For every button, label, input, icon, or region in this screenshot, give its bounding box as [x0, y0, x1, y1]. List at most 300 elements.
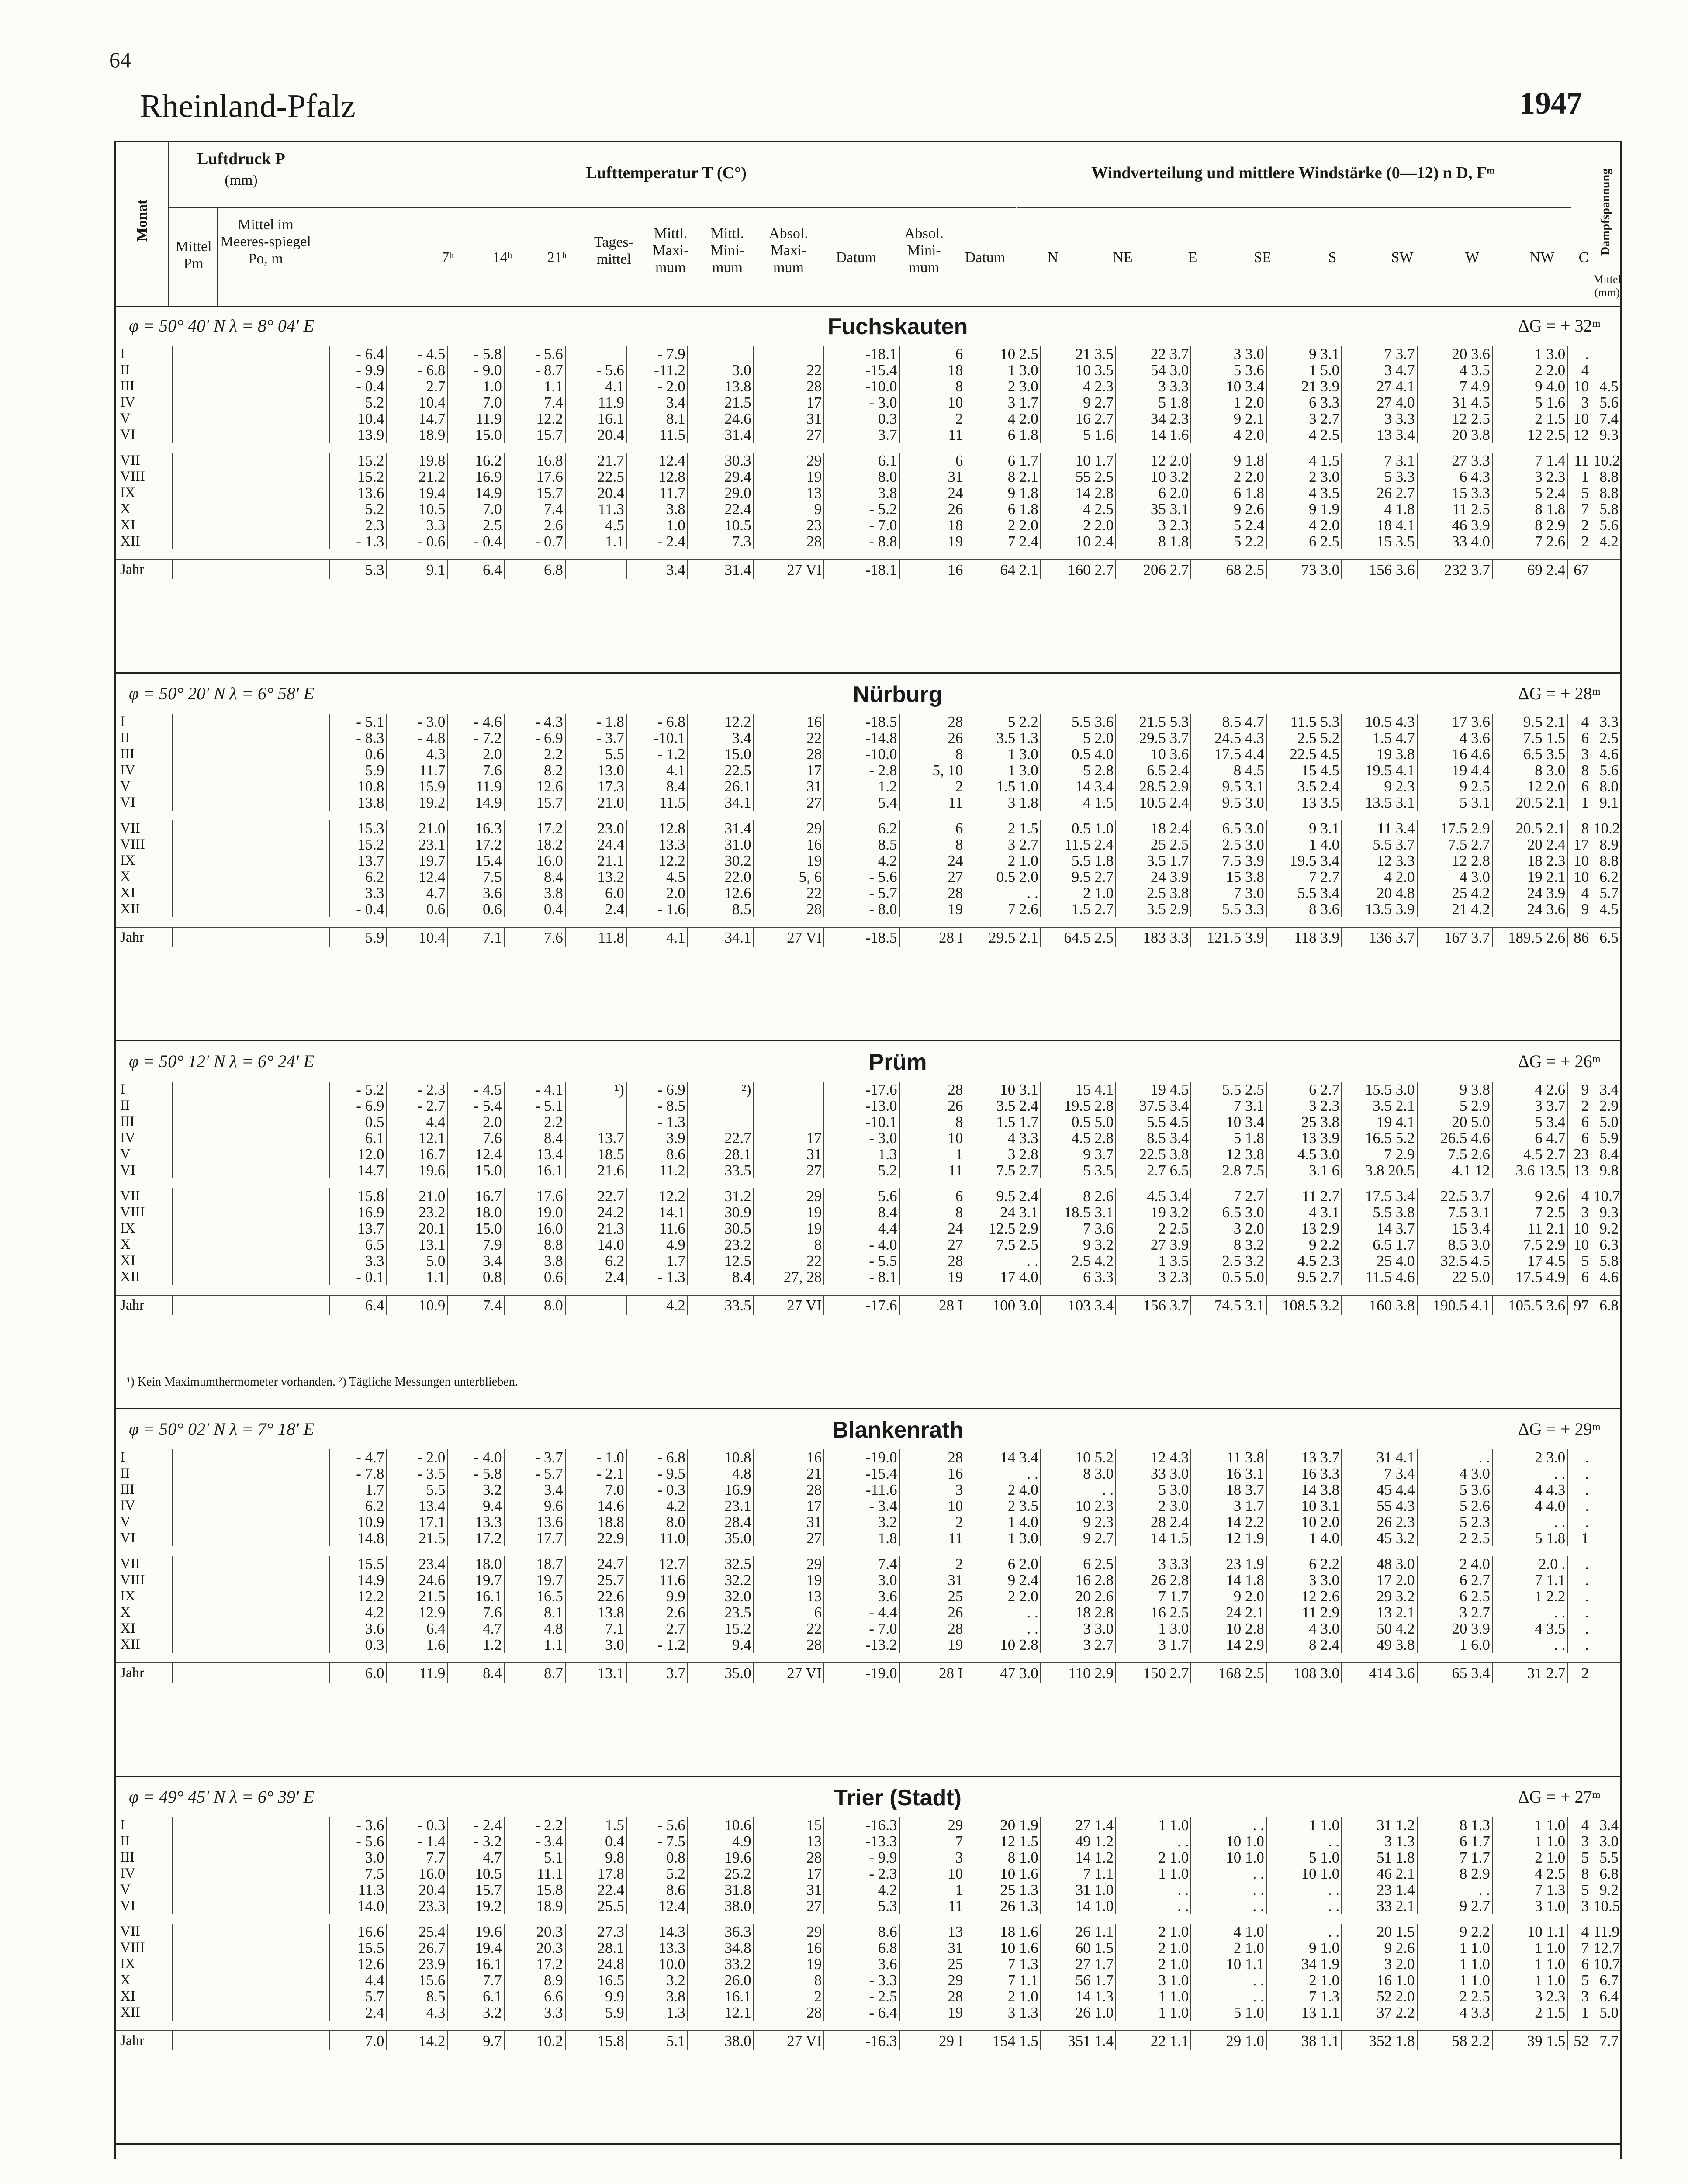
table-cell: 4.7: [447, 1849, 504, 1866]
table-cell: 3.5 2.9: [1116, 901, 1191, 917]
table-cell: 11: [899, 1162, 965, 1178]
table-cell: [172, 1114, 225, 1130]
table-cell: 19.6: [386, 1162, 447, 1178]
table-cell: 24.2: [565, 1204, 626, 1220]
table-cell: [225, 1482, 330, 1498]
month-label: III: [120, 1849, 135, 1865]
table-cell: 6.4: [1591, 1988, 1620, 2004]
table-cell: 8 1.3: [1417, 1817, 1492, 1833]
month-label: VIII: [120, 1572, 145, 1588]
table-cell: 1.8: [824, 1530, 899, 1546]
table-cell: 15.3: [330, 820, 386, 836]
table-cell: 10.2: [1591, 453, 1620, 469]
table-row: [116, 1188, 1620, 1204]
table-row: [116, 820, 1620, 836]
table-cell: 13 3.5: [1266, 795, 1342, 811]
table-cell: 13.3: [626, 1940, 688, 1956]
table-row: [116, 1604, 1620, 1621]
table-cell: 10 1.0: [1191, 1833, 1266, 1849]
table-cell: 9 2.3: [1041, 1514, 1116, 1530]
table-cell: 11 2.7: [1266, 1188, 1342, 1204]
table-cell: [172, 1817, 225, 1833]
table-cell: 27: [754, 1898, 824, 1914]
table-cell: 24.4: [565, 836, 626, 853]
table-cell: [225, 346, 330, 362]
table-cell: 2 1.0: [1492, 1849, 1567, 1866]
table-cell: 7.4: [824, 1556, 899, 1572]
table-cell: 1.2: [447, 1637, 504, 1653]
month-label: VI: [120, 427, 135, 442]
table-cell: 3: [1567, 394, 1591, 411]
table-cell: 16.0: [386, 1866, 447, 1882]
table-cell: 9 1.8: [1191, 453, 1266, 469]
table-cell: 7: [899, 1833, 965, 1849]
table-cell: 24: [899, 1220, 965, 1237]
table-cell: - 2.1: [565, 1465, 626, 1482]
table-cell: 8.0: [504, 1295, 565, 1315]
t21-header: 21ʰ: [547, 249, 567, 266]
table-cell: 5.2: [824, 1162, 899, 1178]
table-cell: 7 3.4: [1342, 1465, 1417, 1482]
table-cell: 8 1.0: [965, 1849, 1040, 1866]
table-cell: - 3.3: [824, 1972, 899, 1988]
table-cell: 8: [754, 1972, 824, 1988]
table-cell: 23 1.4: [1342, 1882, 1417, 1898]
table-cell: 168 2.5: [1191, 1663, 1266, 1683]
table-cell: [172, 853, 225, 869]
table-cell: 27 VI: [754, 927, 824, 947]
table-cell: 4.9: [688, 1833, 754, 1849]
table-cell: 2 1.0: [1116, 1849, 1191, 1866]
table-cell: 12.6: [330, 1956, 386, 1972]
table-cell: 16.9: [688, 1482, 754, 1498]
table-cell: 12.4: [447, 1146, 504, 1162]
table-cell: 23.1: [688, 1498, 754, 1514]
table-cell: 1: [899, 1882, 965, 1898]
table-cell: - 6.4: [330, 346, 386, 362]
table-cell: - 4.0: [824, 1237, 899, 1253]
table-cell: - 6.4: [824, 2004, 899, 2021]
table-cell: 29 1.0: [1191, 2031, 1266, 2050]
table-cell: 8 3.0: [1041, 1465, 1116, 1482]
month-label: XI: [120, 1253, 135, 1268]
table-cell: - 7.9: [626, 346, 688, 362]
table-cell: 5 1.6: [1041, 427, 1116, 443]
table-cell: [225, 1082, 330, 1098]
table-cell: 21.0: [386, 1188, 447, 1204]
table-cell: 22.5 3.8: [1116, 1146, 1191, 1162]
table-cell: [1591, 1530, 1620, 1546]
table-cell: 13.3: [626, 836, 688, 853]
table-cell: 13 3.4: [1342, 427, 1417, 443]
table-cell: 0.5 1.0: [1041, 820, 1116, 836]
table-cell: 2 1.0: [1191, 1940, 1266, 1956]
table-cell: .: [1567, 1588, 1591, 1604]
station-name: Fuchskauten: [827, 314, 968, 339]
table-cell: 17.2: [504, 1956, 565, 1972]
table-cell: 3 2.3: [1492, 469, 1567, 485]
table-row: [116, 1220, 1620, 1237]
table-cell: 6.0: [565, 885, 626, 901]
table-cell: 29: [754, 1188, 824, 1204]
table-cell: 21.5: [688, 394, 754, 411]
table-cell: 2.0: [447, 1114, 504, 1130]
table-cell: 2.5: [1591, 730, 1620, 746]
table-cell: 12 2.8: [1417, 853, 1492, 869]
table-cell: 3.2: [447, 1482, 504, 1498]
table-cell: 30.2: [688, 853, 754, 869]
table-cell: 23.3: [386, 1898, 447, 1914]
table-cell: . .: [1191, 1882, 1266, 1898]
table-cell: 4 4.0: [1492, 1498, 1567, 1514]
table-cell: - 2.5: [824, 1988, 899, 2004]
table-cell: 13.8: [330, 795, 386, 811]
table-cell: [754, 346, 824, 362]
table-cell: 19 3.2: [1116, 1204, 1191, 1220]
table-cell: [1591, 1588, 1620, 1604]
table-cell: 6 2.5: [1041, 1556, 1116, 1572]
table-cell: 20 3.8: [1417, 427, 1492, 443]
table-cell: 4.2: [330, 1604, 386, 1621]
table-cell: [172, 2004, 225, 2021]
table-cell: 15.5: [330, 1940, 386, 1956]
table-cell: 5 3.6: [1191, 362, 1266, 378]
table-cell: 21.5: [386, 1588, 447, 1604]
table-cell: 4.4: [386, 1114, 447, 1130]
table-cell: - 7.0: [824, 1621, 899, 1637]
table-cell: 5 2.4: [1492, 485, 1567, 501]
table-cell: 67: [1567, 560, 1591, 579]
table-cell: 2 2.0: [965, 1588, 1040, 1604]
table-cell: 19.4: [386, 485, 447, 501]
table-cell: [1591, 1556, 1620, 1572]
table-cell: [225, 1866, 330, 1882]
table-cell: [172, 762, 225, 778]
table-cell: 19: [754, 1220, 824, 1237]
table-cell: . .: [1417, 1882, 1492, 1898]
table-cell: 12.7: [626, 1556, 688, 1572]
dir-nw: NW: [1529, 249, 1555, 266]
table-cell: 22.0: [688, 869, 754, 885]
table-cell: 136 3.7: [1342, 927, 1417, 947]
table-cell: 0.4: [504, 901, 565, 917]
table-cell: 8.1: [626, 411, 688, 427]
table-cell: [225, 714, 330, 730]
table-cell: 54 3.0: [1116, 362, 1191, 378]
table-cell: . .: [1492, 1514, 1567, 1530]
table-cell: 1 3.0: [1492, 346, 1567, 362]
table-cell: [225, 485, 330, 501]
table-cell: 73 3.0: [1266, 560, 1342, 579]
month-label: III: [120, 1114, 135, 1130]
table-cell: 18.2: [504, 836, 565, 853]
table-cell: - 5.6: [504, 346, 565, 362]
table-cell: 45 3.2: [1342, 1530, 1417, 1546]
table-cell: - 7.5: [626, 1833, 688, 1849]
table-cell: 1 6.0: [1417, 1637, 1492, 1653]
month-label: X: [120, 1972, 131, 1988]
table-row: [116, 1082, 1620, 1098]
table-cell: 19.8: [386, 453, 447, 469]
table-cell: 26 2.3: [1342, 1514, 1417, 1530]
table-cell: 14 1.3: [1041, 1988, 1116, 2004]
table-cell: [225, 394, 330, 411]
table-cell: 8.4: [447, 1663, 504, 1683]
table-cell: 13.3: [447, 1514, 504, 1530]
table-cell: 1 1.0: [1492, 1972, 1567, 1988]
table-cell: 6 4.3: [1417, 469, 1492, 485]
table-cell: 11: [1567, 453, 1591, 469]
table-cell: 19: [754, 1956, 824, 1972]
table-cell: 1.2: [824, 778, 899, 795]
table-cell: 5 3.1: [1417, 795, 1492, 811]
table-row: [116, 501, 1620, 517]
table-cell: 10.4: [386, 394, 447, 411]
table-cell: 64.5 2.5: [1041, 927, 1116, 947]
table-cell: 19.0: [504, 1204, 565, 1220]
table-cell: 16.9: [330, 1204, 386, 1220]
table-cell: 9.3: [1591, 1204, 1620, 1220]
table-cell: 8 1.8: [1492, 501, 1567, 517]
table-cell: 24 2.1: [1191, 1604, 1266, 1621]
table-cell: 8 2.4: [1266, 1637, 1342, 1653]
table-cell: 27: [754, 795, 824, 811]
table-cell: 9 3.1: [1266, 820, 1342, 836]
table-cell: - 5.8: [447, 1465, 504, 1482]
table-cell: [754, 1082, 824, 1098]
table-cell: - 8.3: [330, 730, 386, 746]
table-cell: 1 3.0: [965, 746, 1040, 762]
table-cell: . .: [1191, 1972, 1266, 1988]
table-cell: 2.7: [626, 1621, 688, 1637]
table-cell: 2 1.5: [1492, 411, 1567, 427]
table-cell: [225, 469, 330, 485]
table-cell: 4.2: [626, 1498, 688, 1514]
table-row: [116, 2004, 1620, 2021]
table-cell: 55 2.5: [1041, 469, 1116, 485]
table-cell: 5.1: [504, 1849, 565, 1866]
table-cell: 9 2.2: [1417, 1924, 1492, 1940]
table-cell: 19: [899, 2004, 965, 2021]
table-cell: 3: [899, 1849, 965, 1866]
table-cell: 3.5 2.4: [1266, 778, 1342, 795]
table-cell: [225, 1882, 330, 1898]
table-cell: 9 2.7: [1417, 1898, 1492, 1914]
table-cell: 5: [1567, 1882, 1591, 1898]
table-cell: 3.5 1.3: [965, 730, 1040, 746]
table-cell: .: [1567, 1449, 1591, 1465]
table-cell: 5.8: [1591, 501, 1620, 517]
table-cell: 0.3: [330, 1637, 386, 1653]
table-cell: 2: [1567, 1098, 1591, 1114]
table-cell: - 8.5: [626, 1098, 688, 1114]
table-cell: 32.2: [688, 1572, 754, 1588]
table-cell: - 4.5: [447, 1082, 504, 1098]
table-cell: 8.9: [504, 1972, 565, 1988]
table-cell: 1 1.0: [1417, 1940, 1492, 1956]
table-cell: 6.2: [330, 1498, 386, 1514]
table-cell: [225, 1449, 330, 1465]
table-cell: 3: [899, 1482, 965, 1498]
table-cell: 28: [899, 714, 965, 730]
table-cell: 6 1.8: [965, 501, 1040, 517]
table-cell: 16: [899, 560, 965, 579]
table-cell: 189.5 2.6: [1492, 927, 1567, 947]
table-cell: - 0.4: [447, 533, 504, 549]
table-cell: 27.3: [565, 1924, 626, 1940]
table-cell: 16.6: [330, 1924, 386, 1940]
table-cell: 17: [754, 762, 824, 778]
table-cell: 1 3.0: [965, 362, 1040, 378]
table-row: [116, 1924, 1620, 1940]
table-cell: 22 1.1: [1116, 2031, 1191, 2050]
table-cell: [565, 1114, 626, 1130]
table-cell: - 3.7: [504, 1449, 565, 1465]
table-cell: 15.0: [447, 1162, 504, 1178]
table-cell: [1591, 1572, 1620, 1588]
table-cell: 19.5 2.8: [1041, 1098, 1116, 1114]
table-cell: 28: [899, 1082, 965, 1098]
table-cell: 35.0: [688, 1663, 754, 1683]
table-cell: 8.1: [504, 1604, 565, 1621]
table-cell: 10 1.0: [1266, 1866, 1342, 1882]
table-row: [116, 1849, 1620, 1866]
table-cell: 2: [1567, 517, 1591, 533]
table-cell: 18 2.8: [1041, 1604, 1116, 1621]
table-cell: 10: [1567, 378, 1591, 394]
table-cell: 34 1.9: [1266, 1956, 1342, 1972]
table-cell: 11 3.4: [1342, 820, 1417, 836]
table-cell: 31: [899, 1572, 965, 1588]
table-cell: 12.8: [626, 820, 688, 836]
table-cell: 9 4.0: [1492, 378, 1567, 394]
table-cell: 5 1.0: [1266, 1849, 1342, 1866]
table-cell: 5 3.3: [1342, 469, 1417, 485]
table-cell: [225, 853, 330, 869]
table-cell: [172, 1621, 225, 1637]
station-block: [116, 674, 1620, 1041]
table-cell: 29: [899, 1972, 965, 1988]
table-cell: 4.4: [330, 1972, 386, 1988]
table-cell: 86: [1567, 927, 1591, 947]
month-label: XI: [120, 885, 135, 901]
table-cell: [172, 1940, 225, 1956]
table-cell: [172, 1956, 225, 1972]
table-cell: [225, 560, 330, 579]
table-cell: [225, 378, 330, 394]
table-cell: - 3.4: [504, 1833, 565, 1849]
table-cell: 15.5 3.0: [1342, 1082, 1417, 1098]
table-cell: [225, 1972, 330, 1988]
table-cell: 4.5 2.8: [1041, 1130, 1116, 1146]
table-cell: 26: [899, 501, 965, 517]
table-cell: - 5.7: [504, 1465, 565, 1482]
table-cell: 31 4.5: [1417, 394, 1492, 411]
table-cell: [1591, 1637, 1620, 1653]
table-cell: 12.4: [626, 453, 688, 469]
table-cell: 20.5 2.1: [1492, 795, 1567, 811]
table-cell: 4.2: [824, 1882, 899, 1898]
table-cell: 3.2: [626, 1972, 688, 1988]
table-cell: 8.8: [504, 1237, 565, 1253]
station-data-table: [116, 714, 1620, 947]
table-cell: 5.4: [824, 795, 899, 811]
table-cell: 9.1: [1591, 795, 1620, 811]
table-cell: 12.5: [688, 1253, 754, 1269]
month-label: IV: [120, 394, 135, 410]
table-cell: 21.1: [565, 853, 626, 869]
table-cell: 108.5 3.2: [1266, 1295, 1342, 1315]
table-cell: 21.7: [565, 453, 626, 469]
table-cell: 3.9: [626, 1130, 688, 1146]
table-cell: 22.4: [565, 1882, 626, 1898]
dir-w: W: [1465, 249, 1480, 266]
table-cell: 8.9: [1591, 836, 1620, 853]
table-cell: 3.6 13.5: [1492, 1162, 1567, 1178]
table-cell: 4.5 2.7: [1492, 1146, 1567, 1162]
table-cell: .: [1567, 346, 1591, 362]
table-cell: [225, 795, 330, 811]
lufttemp-header: Lufttemperatur T (C°): [586, 164, 747, 182]
table-cell: [225, 1530, 330, 1546]
table-cell: 4 3.6: [1417, 730, 1492, 746]
table-cell: - 0.3: [386, 1817, 447, 1833]
table-cell: 15.2: [330, 453, 386, 469]
table-cell: [172, 927, 225, 947]
table-cell: -15.4: [824, 1465, 899, 1482]
table-cell: 4 3.5: [1492, 1621, 1567, 1637]
table-cell: 16: [899, 1465, 965, 1482]
table-cell: 7 1.1: [965, 1972, 1040, 1988]
table-cell: 24.6: [386, 1572, 447, 1588]
table-cell: 12: [1567, 427, 1591, 443]
table-row: [116, 778, 1620, 795]
table-cell: 19.6: [447, 1924, 504, 1940]
table-cell: 38.0: [688, 2031, 754, 2050]
table-cell: 4 1.8: [1342, 501, 1417, 517]
table-cell: - 5.1: [504, 1098, 565, 1114]
table-cell: 3 2.8: [965, 1146, 1040, 1162]
table-cell: 6.2: [330, 869, 386, 885]
table-cell: [172, 394, 225, 411]
table-cell: 14.9: [447, 795, 504, 811]
table-cell: 15.6: [386, 1972, 447, 1988]
table-cell: 8 2.6: [1041, 1188, 1116, 1204]
table-cell: [225, 1204, 330, 1220]
table-cell: 11.9: [565, 394, 626, 411]
table-cell: 16.0: [504, 1220, 565, 1237]
table-cell: 3.4: [1591, 1082, 1620, 1098]
table-cell: 3.6: [330, 1621, 386, 1637]
table-cell: 18.0: [447, 1204, 504, 1220]
month-label: I: [120, 714, 125, 729]
table-cell: 5.6: [1591, 517, 1620, 533]
table-cell: -11.2: [626, 362, 688, 378]
table-cell: [172, 2031, 225, 2050]
table-cell: 6: [1567, 730, 1591, 746]
table-cell: 18: [899, 517, 965, 533]
table-cell: 17.8: [565, 1866, 626, 1882]
table-cell: 21 4.2: [1417, 901, 1492, 917]
table-cell: 20 1.9: [965, 1817, 1040, 1833]
table-cell: 25.5: [565, 1898, 626, 1914]
table-cell: 3 3.3: [1342, 411, 1417, 427]
table-cell: 27: [754, 427, 824, 443]
table-cell: 17 3.6: [1417, 714, 1492, 730]
table-row: [116, 469, 1620, 485]
table-cell: 10.4: [330, 411, 386, 427]
table-cell: 1 1.0: [1492, 1940, 1567, 1956]
